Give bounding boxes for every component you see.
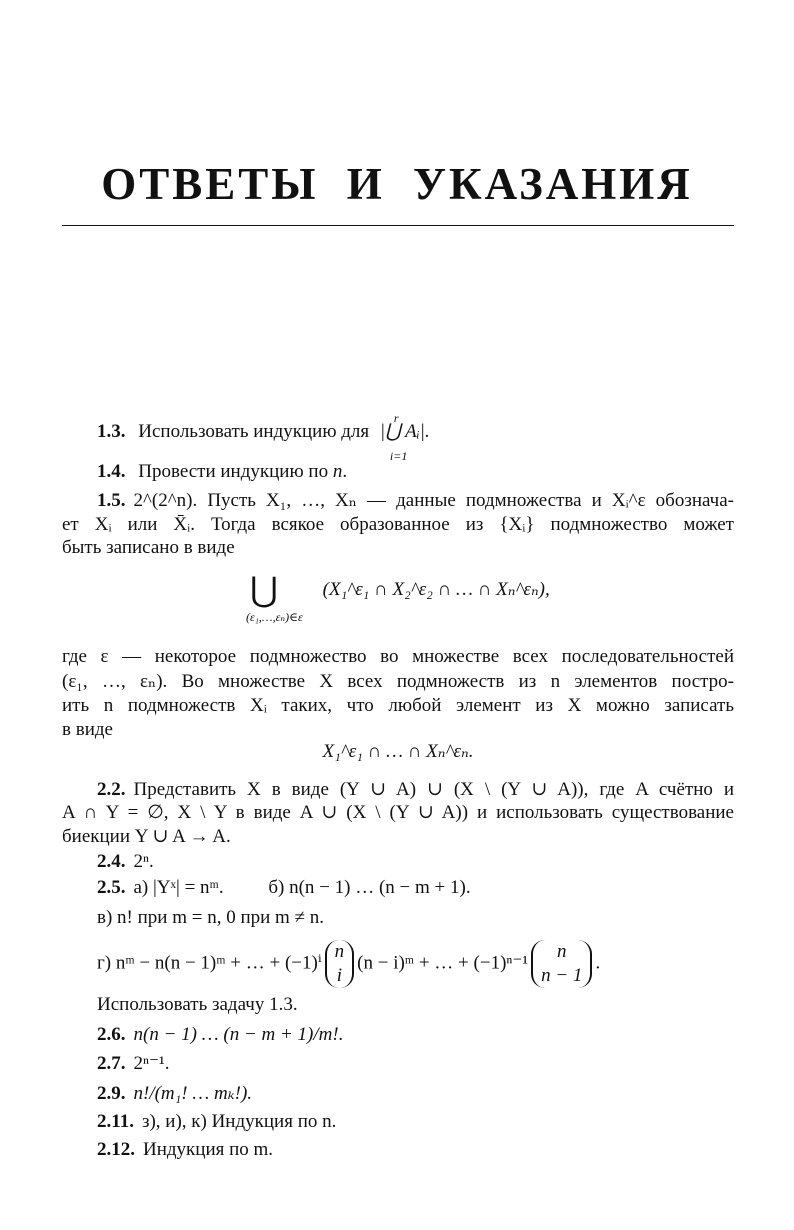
answer-2-7 — [97, 1052, 734, 1076]
answer-text: Провести индукцию по — [138, 461, 329, 482]
answer-2-2-line1 — [97, 778, 734, 802]
binom-top: n — [557, 941, 567, 962]
union-lower-limit: i=1 — [389, 449, 408, 463]
big-union-symbol: ⋃ — [250, 572, 278, 609]
answer-1-5-line7: в виде — [62, 719, 113, 740]
chapter-title: ОТВЕТЫ И УКАЗАНИЯ — [101, 159, 693, 209]
answer-text: n!/(m₁! … mₖ!). — [133, 1083, 253, 1104]
answer-number: 2.6. — [97, 1024, 126, 1045]
answer-number: 2.11. — [97, 1111, 134, 1132]
punct: . — [342, 461, 348, 482]
answer-text: Представить X в виде (Y ∪ A) ∪ (X \ (Y ∪ A)), где A счётно и — [133, 779, 734, 800]
punct: . — [595, 952, 601, 974]
formula-part: (n − i)ᵐ + … + (−1)ⁿ⁻¹ — [357, 952, 529, 974]
answer-text: n(n − 1) … (n − m + 1)/m!. — [133, 1024, 344, 1045]
answer-1-5-line1 — [97, 489, 734, 513]
answer-number: 1.5. — [97, 490, 126, 511]
binomial — [531, 940, 592, 988]
part-a: а) |Yˣ| = nᵐ. — [133, 877, 224, 898]
display-formula-union — [250, 572, 550, 609]
formula: X₁^ε₁ ∩ … ∩ Xₙ^εₙ. — [322, 741, 474, 762]
answer-number: 2.2. — [97, 779, 126, 800]
answer-number: 2.4. — [97, 851, 126, 872]
part-g — [97, 940, 734, 988]
answer-2-2-line3: биекции Y ∪ A → A. — [62, 826, 231, 847]
answer-text: з), и), к) Индукция по n. — [141, 1111, 337, 1132]
answer-1-5-line2: ет Xᵢ или X̄ᵢ. Тогда всякое образованное из {Xᵢ} подмножество может — [62, 514, 734, 535]
answer-number: 2.12. — [97, 1139, 135, 1160]
answer-1-5-line5: (ε₁, …, εₙ). Во множестве X всех подмножеств из n элементов постро- — [62, 671, 734, 692]
answer-1-5-line4: где ε — некоторое подмножество во множестве всех последовательностей — [62, 646, 734, 667]
answer-text: 2^(2^n). Пусть X₁, …, Xₙ — данные подмножества и Xᵢ^ε обознача- — [133, 490, 734, 511]
formula-part: г) nᵐ − n(n − 1)ᵐ + … + (−1)ⁱ — [97, 952, 322, 974]
part-v: в) n! при m = n, 0 при m ≠ n. — [97, 907, 324, 928]
binom-top: n — [334, 941, 345, 962]
answer-2-2-line2: A ∩ Y = ∅, X \ Y в виде A ∪ (X \ (Y ∪ A)) и использовать существование — [62, 802, 734, 823]
answer-number: 1.4. — [97, 461, 126, 482]
part-b: б) n(n − 1) … (n − m + 1). — [268, 877, 471, 898]
answer-1-5-line6: ить n подмножеств Xᵢ таких, что любой элемент из X можно записать — [62, 695, 734, 716]
binomial — [325, 940, 355, 988]
display-formula-intersection — [62, 740, 734, 764]
answer-1-3 — [97, 411, 734, 463]
answer-text: Использовать индукцию для — [138, 421, 370, 442]
answer-2-6 — [97, 1023, 734, 1047]
union-upper-limit: r — [393, 411, 399, 425]
answer-number: 2.7. — [97, 1053, 126, 1074]
answer-number: 2.5. — [97, 877, 126, 898]
answer-2-9 — [97, 1082, 734, 1106]
answer-1-4 — [97, 460, 734, 484]
title-rule — [62, 225, 734, 226]
answer-2-5 — [97, 876, 734, 900]
binom-bottom: i — [336, 965, 343, 986]
answer-2-4 — [97, 850, 734, 874]
answer-text: 2ⁿ. — [133, 851, 154, 872]
answer-text: 2ⁿ⁻¹. — [133, 1053, 170, 1074]
formula: n — [332, 461, 343, 482]
answer-2-11 — [97, 1110, 734, 1134]
answer-number: 1.3. — [97, 421, 126, 442]
answer-2-12 — [97, 1138, 734, 1162]
answer-note: Использовать задачу 1.3. — [97, 994, 298, 1015]
formula: (X₁^ε₁ ∩ X₂^ε₂ ∩ … ∩ Xₙ^εₙ), — [322, 579, 550, 600]
answer-text: Индукция по m. — [143, 1139, 274, 1160]
answer-number: 2.9. — [97, 1083, 126, 1104]
binom-bottom: n − 1 — [541, 965, 583, 986]
union-index: (ε₁,…,εₙ)∈ε — [246, 610, 303, 624]
answer-1-5-line3: быть записано в виде — [62, 537, 235, 558]
formula: |⋃ Aᵢ|. — [379, 421, 430, 442]
